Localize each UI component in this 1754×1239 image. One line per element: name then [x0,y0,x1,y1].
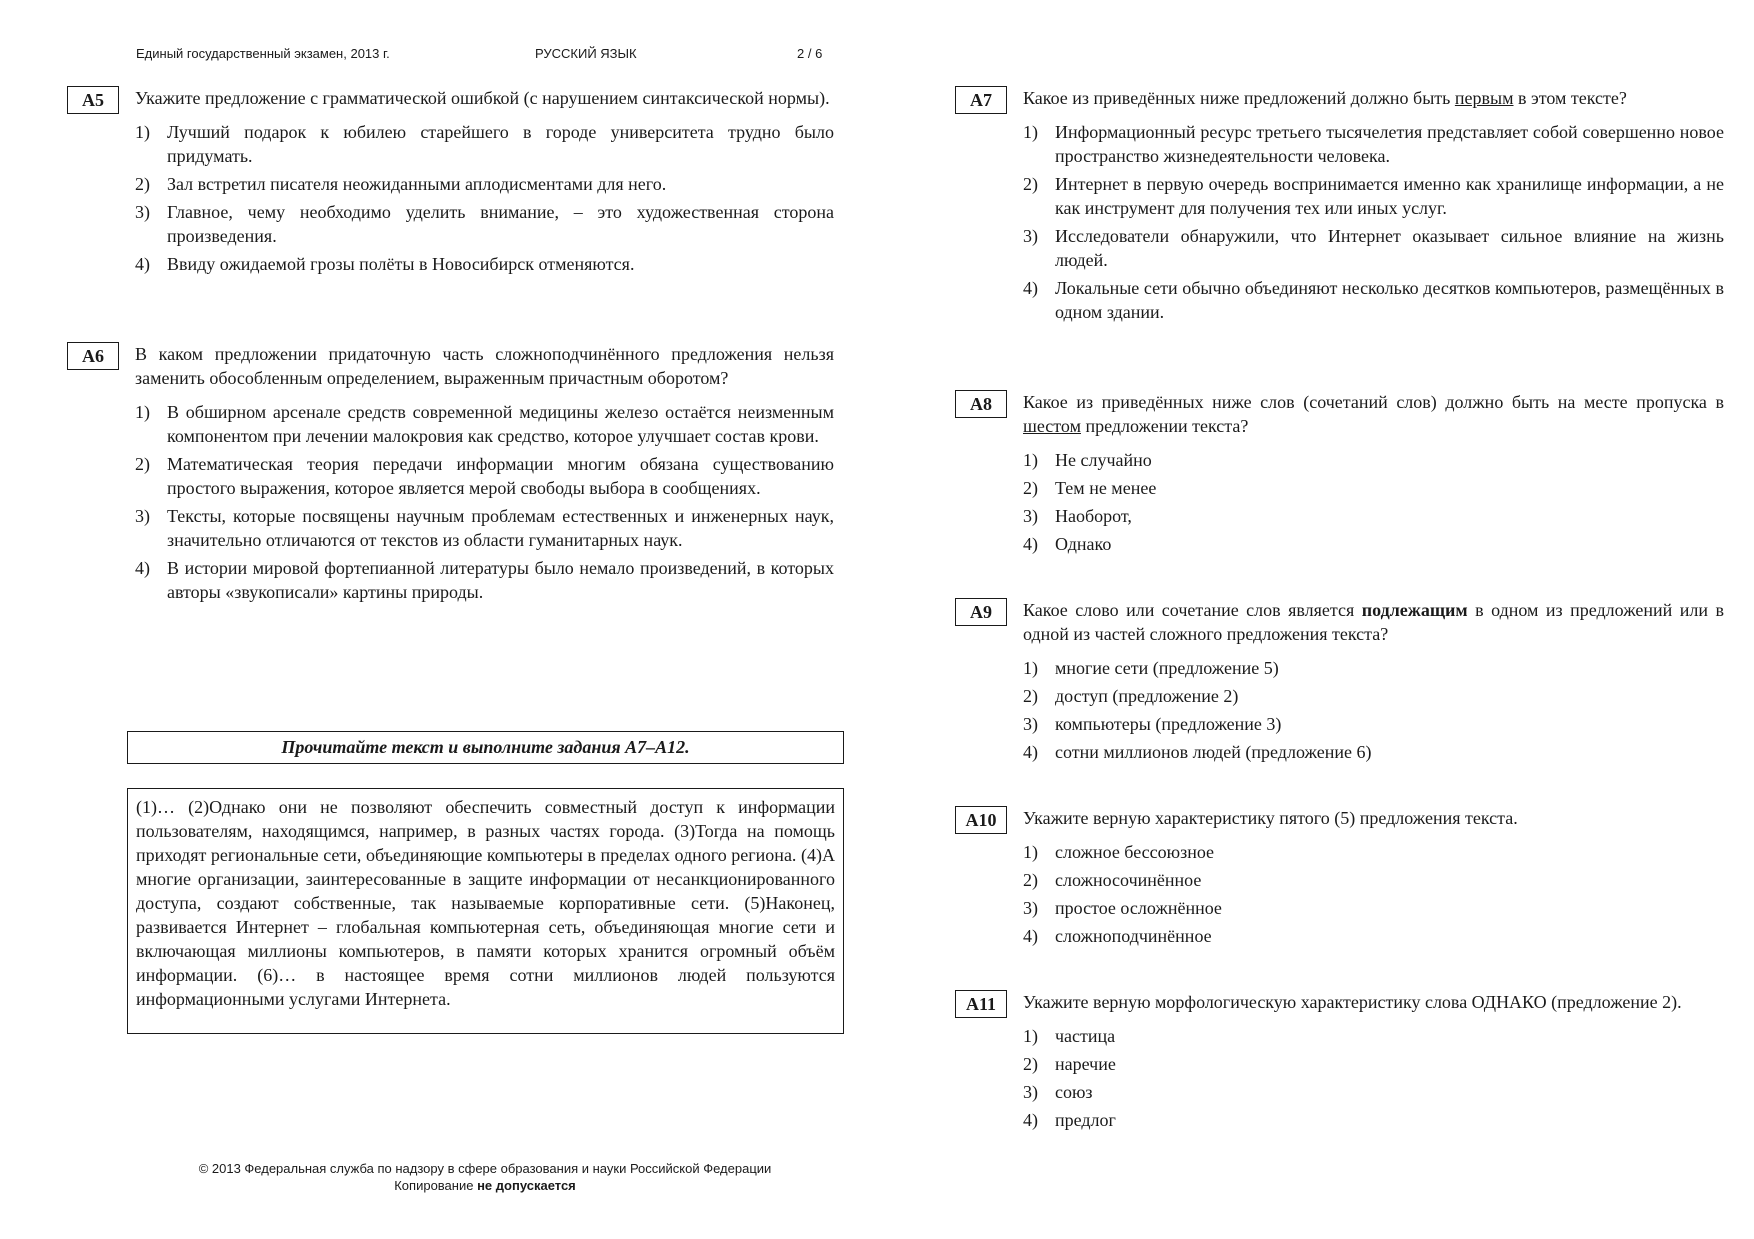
option: 4) сложноподчинённое [1023,926,1212,946]
option: 4) Ввиду ожидаемой грозы полёты в Новосибирск отменяются. [135,254,635,274]
task-question: Какое из приведённых ниже предложений должно быть первым в этом тексте? [1023,88,1627,108]
option: 4) сотни миллионов людей (предложение 6) [1023,742,1372,762]
reading-text: (1)… (2)Однако они не позволяют обеспечить совместный доступ к информации пользователям, находящимся, например, в разных частях города. (3)Тогда на помощь приходят региональные сети, объединяющие компьютеры в пределах одного региона. (4)А многие организации, заинтересованные в защите информации от несанкционированного доступа, создают собственные, так называемые корпоративные сети. (5)Наконец, развивается Интернет – глобальная компьютерная сеть, объединяющая многие сети и включающая миллионы компьютеров, в памяти которых хранится огромный объём информации. (6)… в настоящее время сотни миллионов людей пользуются информационными услугами Интернета. [127,788,844,1034]
task-code: A10 [955,806,1007,834]
option: 3) Наоборот, [1023,506,1132,526]
option: 2) Интернет в первую очередь воспринимается именно как хранилище информации, а не как инструмент для получения тех или иных услуг. [1023,174,1724,218]
task-question: Какое слово или сочетание слов является подлежащим в одном из предложений или в одной из частей сложного предложения текста? [1023,600,1724,644]
option: 4) Однако [1023,534,1112,554]
task-code: A11 [955,990,1007,1018]
task-question: Укажите предложение с грамматической ошибкой (с нарушением синтаксической нормы). [135,88,830,108]
task-code: A8 [955,390,1007,418]
footer [100,1160,870,1194]
option: 2) наречие [1023,1054,1116,1074]
reading-instruction: Прочитайте текст и выполните задания А7–А12. [127,731,844,764]
option: 4) предлог [1023,1110,1116,1130]
task-question: В каком предложении придаточную часть сложноподчинённого предложения нельзя заменить обособленным определением, выраженным причастным оборотом? [135,344,834,388]
task-code: A5 [67,86,119,114]
option: 2) сложносочинённое [1023,870,1202,890]
option: 3) Исследователи обнаружили, что Интернет оказывает сильное влияние на жизнь людей. [1023,226,1724,270]
options-list [955,840,1724,948]
options-list [955,656,1724,764]
option: 1) Информационный ресурс третьего тысячелетия представляет собой совершенно новое пространство жизнедеятельности человека. [1023,122,1724,166]
options-list [955,448,1724,556]
option: 2) Математическая теория передачи информации многим обязана существованию простого выражения, которое является мерой свободы выбора в сообщениях. [135,454,834,498]
option: 2) Зал встретил писателя неожиданными аплодисментами для него. [135,174,667,194]
footer-copyright: © 2013 Федеральная служба по надзору в сфере образования и науки Российской Федерации [198,1161,772,1176]
task-a11 [955,990,1724,1136]
option: 1) Лучший подарок к юбилею старейшего в городе университета трудно было придумать. [135,122,834,166]
option: 1) В обширном арсенале средств современной медицины железо остаётся неизменным компонентом при лечении малокровия как средство, которое улучшает состав крови. [135,402,834,446]
task-code: A7 [955,86,1007,114]
option: 1) Не случайно [1023,450,1152,470]
option: 3) Главное, чему необходимо уделить внимание, – это художественная сторона произведения. [135,202,834,246]
options-list [67,400,834,604]
task-code: A9 [955,598,1007,626]
option: 2) доступ (предложение 2) [1023,686,1239,706]
task-question: Укажите верную характеристику пятого (5) предложения текста. [1023,808,1518,828]
option: 4) В истории мировой фортепианной литературы было немало произведений, в которых авторы «звукописали» картины природы. [135,558,834,602]
option: 3) компьютеры (предложение 3) [1023,714,1282,734]
task-code: A6 [67,342,119,370]
task-a7 [955,86,1724,328]
emphasis-word: первым [1454,88,1514,108]
option: 1) частица [1023,1026,1116,1046]
option: 1) сложное бессоюзное [1023,842,1215,862]
task-a6 [67,342,834,608]
option: 3) союз [1023,1082,1093,1102]
option: 2) Тем не менее [1023,478,1157,498]
footer-copy-notice: Копирование не допускается [394,1178,576,1193]
emphasis-word: шестом [1023,416,1081,436]
options-list [67,120,834,276]
emphasis-word: подлежащим [1361,600,1468,620]
header-exam: Единый государственный экзамен, 2013 г. [136,46,390,61]
options-list [955,1024,1724,1132]
option: 1) многие сети (предложение 5) [1023,658,1279,678]
option: 4) Локальные сети обычно объединяют несколько десятков компьютеров, размещённых в одном здании. [1023,278,1724,322]
task-question: Какое из приведённых ниже слов (сочетаний слов) должно быть на месте пропуска в шестом предложении текста? [1023,392,1724,436]
header-subject: РУССКИЙ ЯЗЫК [535,46,637,61]
options-list [955,120,1724,324]
task-question: Укажите верную морфологическую характеристику слова ОДНАКО (предложение 2). [1023,992,1682,1012]
task-a8 [955,390,1724,560]
header-page: 2 / 6 [797,46,823,61]
task-a10 [955,806,1724,952]
task-a5 [67,86,834,280]
option: 3) Тексты, которые посвящены научным проблемам естественных и инженерных наук, значительно отличаются от текстов из области гуманитарных наук. [135,506,834,550]
option: 3) простое осложнённое [1023,898,1222,918]
task-a9 [955,598,1724,768]
